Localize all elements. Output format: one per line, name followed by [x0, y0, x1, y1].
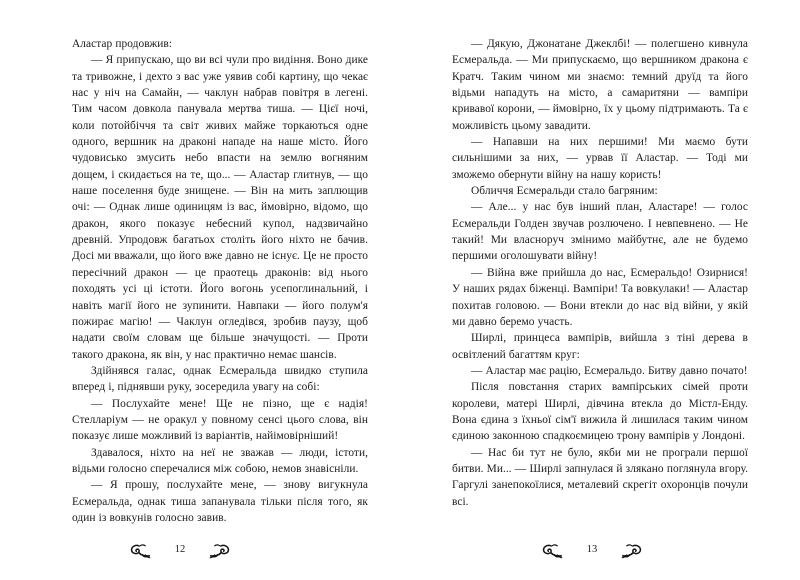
page-right: [400, 0, 800, 580]
paragraph: — Але... у нас був інший план, Аластаре! — голос Есмеральди Голден звучав розлючено. І невпевнено. — Не такий! Ми власноруч змінимо майбутнє, але не будемо першими оголошувати війну!: [452, 201, 748, 263]
paragraph: Здійнявся галас, однак Есмеральда швидко ступила вперед і, піднявши руку, зосередила увагу на собі:: [72, 364, 368, 394]
paragraph: Обличчя Есмеральди стало багряним:: [471, 185, 658, 198]
paragraph: Аластар продовжив:: [72, 38, 173, 50]
paragraph: — Війна вже прийшла до нас, Есмеральдо! Озирнися! У наших рядах біженці. Вампіри! Та вовкулаки! — Аластар похитав головою. — Вони втекли до нас від війни, у якій ми давно беремо участь.: [452, 266, 748, 328]
paragraph: Ширлі, принцеса вампірів, вийшла з тіні дерева в освітлений багаттям круг:: [452, 332, 748, 361]
paragraph: Здавалося, ніхто на неї не зважав — люди, істоти, відьми голосно сперечалися між собою, немов знавісніли.: [72, 446, 368, 475]
paragraph: — Напавши на них першими! Ми маємо бути сильнішими за них, — урвав її Аластар. — Тоді ми зможемо обернути війну на нашу користь!: [452, 136, 748, 181]
page-left-textblock: [72, 36, 368, 526]
floral-swash-ornament-icon: [192, 543, 230, 560]
paragraph: — Послухайте мене! Ще не пізно, ще є надія! Стелларіум — не оракул у повному сенсі цього слова, він показує лише можливий із варіантів, найімовірніший!: [72, 397, 368, 443]
paragraph: — Я припускаю, що ви всі чули про видіння. Воно дике та тривожне, і дехто з вас уже уявив собі картину, що чекає нас у ніч на Самайн, — чаклун набрав повітря в легені. Тим часом довкола панувала мертва тиша. — Цієї ночі, коли потойбіччя та світ живих майже торкаються одне одного, вершник на драконі нападе на наше місто. Його чудовисько змусить небо впасти на землю вогняним дощем, і скидається на те, що... — Аластар глитнув, — що наше поселення буде знищене. — Він на мить заплющив очі: — Однак лише одиницям із вас, ймовірно, відомо, що дракон, якого показує небесний купол, надзвичайно древній. Упродовж багатьох століть його ніхто не бачив. Досі ми вважали, що його вже давно не існує. Це не просто пересічний дракон — це праотець драконів: від нього походять усі ці істоти. Його вогонь усепоглинальний, і навіть магії його не зупинити. Навпаки — його полум'я пожирає магію! — Чаклун огледівся, зробив паузу, щоб надати своїм словам ще більше значущості. — Проти такого дракона, як він, у нас практично немає шансів.: [72, 54, 368, 361]
page-right-textblock: [452, 36, 748, 510]
paragraph: — Я прошу, послухайте мене, — знову вигукнула Есмеральда, однак тиша запанувала тільки після того, як один із вовкунів голосно завив.: [72, 479, 368, 524]
floral-swash-ornament-icon: [130, 543, 168, 560]
floral-swash-ornament-icon: [604, 543, 642, 560]
paragraph: Після повстання старих вампірських сімей проти королеви, матері Ширлі, дівчина втекла до Містл-Енду. Вона єдина з їхньої сім'ї вижила й лишилася таким чином єдиною законною спадкоємицею трону вампірів у Лондоні.: [452, 381, 748, 443]
page-number: 13: [586, 543, 598, 555]
floral-swash-ornament-icon: [542, 543, 580, 560]
page-number: 12: [174, 543, 186, 555]
page-footer-left: [0, 540, 400, 562]
page-footer-right: [400, 540, 800, 562]
paragraph: — Аластар має рацію, Есмеральдо. Битву давно почато!: [471, 364, 748, 377]
paragraph: — Нас би тут не було, якби ми не програли першої битви. Ми... — Ширлі запнулася й злякано поглянула вгору. Гаргулі занепокоїлися, металевий скрегіт охоронців почули всі.: [452, 446, 748, 508]
paragraph: — Дякую, Джонатане Джеклбі! — полегшено кивнула Есмеральда. — Ми припускаємо, що вершником дракона є Кратч. Таким чином ми знаємо: темний друїд та його відьми нападуть на місто, а самаритяни — вампіри кривавої корони, — ймовірно, їх у цьому підтримають. Та є можливість цьому завадити.: [452, 38, 748, 132]
